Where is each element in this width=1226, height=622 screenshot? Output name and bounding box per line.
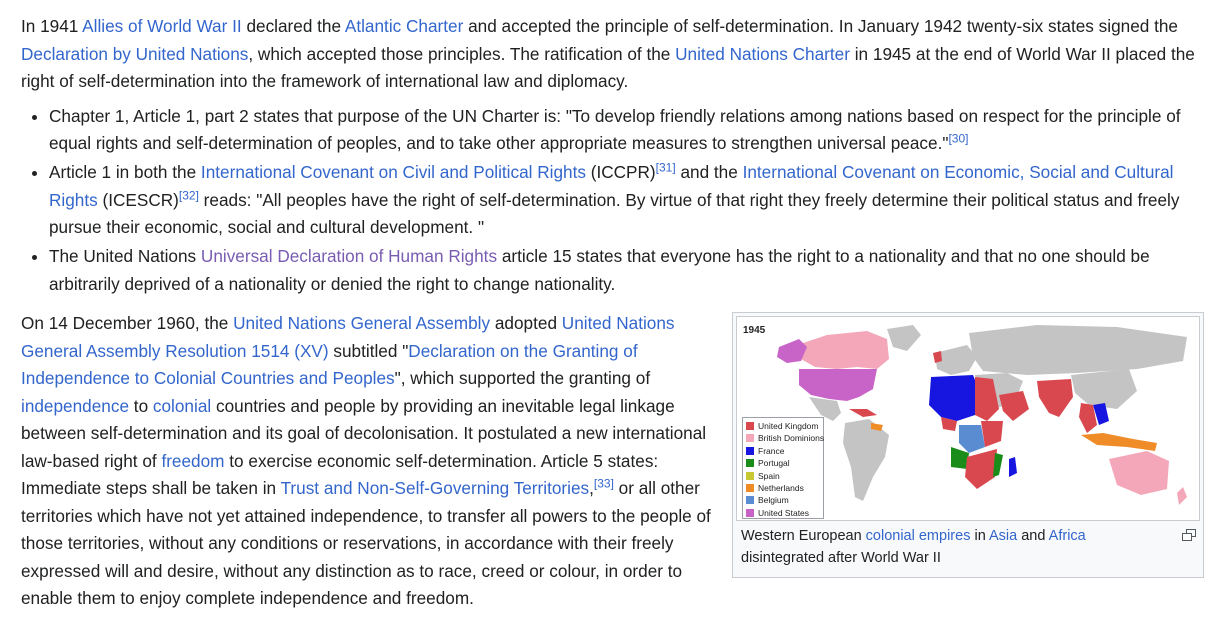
region-australia [1109, 451, 1169, 495]
link-iccpr[interactable]: International Covenant on Civil and Political Rights [200, 162, 586, 182]
text: to exercise economic self-determination. Article 5 states: Immediate steps shall be taken in [21, 450, 659, 498]
legend-swatch [746, 422, 754, 430]
enlarge-icon[interactable] [1182, 529, 1196, 541]
map-legend [742, 417, 824, 519]
link-declaration-by-united-nations[interactable]: Declaration by United Nations [21, 43, 249, 64]
link-independence[interactable]: independence [21, 395, 130, 416]
legend-item-spain [746, 470, 820, 482]
legend-label: British Dominions [758, 433, 825, 444]
legend-item-belgium [746, 494, 820, 506]
map-year-label: 1945 [743, 325, 766, 336]
text: and the [675, 162, 743, 182]
legend-swatch [746, 434, 754, 442]
text: in [970, 528, 989, 544]
text: (ICCPR) [585, 162, 656, 182]
legend-label: Portugal [758, 458, 790, 469]
text: and [1017, 528, 1049, 544]
region-arabia-british [999, 391, 1029, 421]
region-north-africa-french [929, 375, 981, 421]
link-resolution-1514[interactable]: United Nations General Assembly Resolution 1514 (XV) [21, 313, 675, 361]
text: in 1945 at the end of World War II placed the right of self-determination into the framework of international law and diplomacy. [21, 43, 1195, 91]
region-south-america [843, 419, 889, 501]
text: disintegrated after World War II [741, 550, 941, 566]
legend-swatch [746, 484, 754, 492]
list-item-un-charter [49, 103, 1211, 158]
paragraph-atlantic-charter [21, 13, 1206, 96]
region-greenland [887, 325, 921, 351]
region-usa [799, 369, 877, 401]
link-united-nations-charter[interactable]: United Nations Charter [675, 43, 850, 64]
text: (ICESCR) [97, 189, 179, 210]
reference-32[interactable]: [32] [178, 187, 199, 202]
region-caribbean [849, 409, 877, 417]
text: In 1941 [21, 16, 83, 36]
legend-swatch [746, 459, 754, 467]
legend-item-netherlands [746, 482, 820, 494]
text: and accepted the principle of self-determination. In January 1942 twenty-six states signed the [463, 16, 1178, 36]
text: countries and people by providing an inevitable legal linkage between self-determination and its goal of decolonisation. It postulated a new international law-based right of [21, 395, 707, 471]
list-item-udhr [49, 243, 1211, 298]
region-uk [933, 351, 942, 363]
region-canada [797, 331, 889, 369]
paragraph-resolution-1514 [21, 310, 711, 613]
legend-item-portugal [746, 457, 820, 469]
legend-swatch [746, 472, 754, 480]
legend-swatch [746, 496, 754, 504]
region-new-zealand [1177, 487, 1187, 505]
legend-label: United Kingdom [758, 421, 819, 431]
text: The United Nations [49, 246, 201, 266]
text: , [589, 478, 594, 498]
link-africa[interactable]: Africa [1048, 528, 1086, 544]
legend-item-united-kingdom [746, 420, 820, 432]
link-freedom[interactable]: freedom [161, 450, 225, 471]
text: , which accepted those principles. The ratification of the [248, 43, 676, 64]
legend-item-british-dominions [746, 432, 825, 444]
text: adopted [490, 313, 562, 333]
text: article 15 states that everyone has the right to a nationality and that no one should be arbitrarily deprived of a nationality or denied the right to change nationality. [49, 246, 1150, 294]
map-image[interactable] [736, 316, 1200, 521]
link-allies-of-world-war-ii[interactable]: Allies of World War II [82, 16, 242, 36]
text: Chapter 1, Article 1, part 2 states that purpose of the UN Charter is: "To develop friendly relations among nations based on respect for the principle of equal rights and self-determination of peoples, and to take other appropriate measures to strengthen universal peace." [49, 105, 1181, 153]
region-india [1037, 379, 1073, 417]
article-body [21, 13, 1211, 300]
link-declaration-granting-independence[interactable]: Declaration on the Granting of Independence to Colonial Countries and Peoples [21, 340, 638, 388]
link-un-general-assembly[interactable]: United Nations General Assembly [233, 313, 491, 333]
legend-label: Netherlands [758, 483, 804, 494]
region-belgian-congo [959, 425, 985, 453]
link-colonial-empires[interactable]: colonial empires [865, 528, 971, 544]
link-universal-declaration-of-human-rights[interactable]: Universal Declaration of Human Rights [200, 246, 498, 266]
figure-caption [741, 525, 1161, 569]
legend-label: Spain [758, 470, 780, 481]
text: Article 1 in both the [49, 162, 201, 182]
figure-colonial-empires [732, 312, 1204, 578]
text: declared the [241, 16, 345, 36]
link-trust-territories[interactable]: Trust and Non-Self-Governing Territories [280, 478, 590, 498]
reference-30[interactable]: [30] [948, 131, 969, 146]
link-icescr[interactable]: International Covenant on Economic, Social and Cultural Rights [49, 162, 1174, 210]
link-atlantic-charter[interactable]: Atlantic Charter [344, 16, 464, 36]
legend-label: France [758, 445, 785, 456]
text: to [129, 395, 153, 416]
text: On 14 December 1960, the [21, 313, 234, 333]
region-southern-africa [965, 449, 997, 489]
legend-item-united-states [746, 507, 820, 519]
link-colonial[interactable]: colonial [152, 395, 212, 416]
legend-item-france [746, 445, 820, 457]
region-indonesia [1081, 433, 1157, 451]
link-asia[interactable]: Asia [989, 528, 1018, 544]
region-russia-asia [969, 325, 1187, 375]
legend-swatch [746, 509, 754, 517]
legend-swatch [746, 447, 754, 455]
text: Western European [741, 528, 866, 544]
region-east-africa-british [981, 421, 1003, 447]
list-item-covenants [49, 159, 1211, 242]
reference-31[interactable]: [31] [655, 160, 676, 175]
reference-33[interactable]: [33] [593, 476, 614, 491]
text: reads: "All peoples have the right of self-determination. By virtue of that right they freely determine their political status and freely pursue their economic, social and cultural development. " [49, 189, 1180, 237]
bullet-list [21, 103, 1211, 299]
region-madagascar [1009, 457, 1017, 477]
text: subtitled " [328, 340, 409, 361]
legend-label: United States [758, 507, 810, 518]
region-china [1071, 369, 1137, 409]
text: or all other territories which have not yet attained independence, to transfer all powers to the people of those territories, without any conditions or reservations, in accordance with their freely expressed will and desire, without any distinction as to race, creed or colour, in order to enable them to enjoy complete independence and freedom. [21, 478, 711, 608]
text: ", which supported the granting of [394, 368, 651, 388]
legend-label: Belgium [758, 495, 789, 506]
